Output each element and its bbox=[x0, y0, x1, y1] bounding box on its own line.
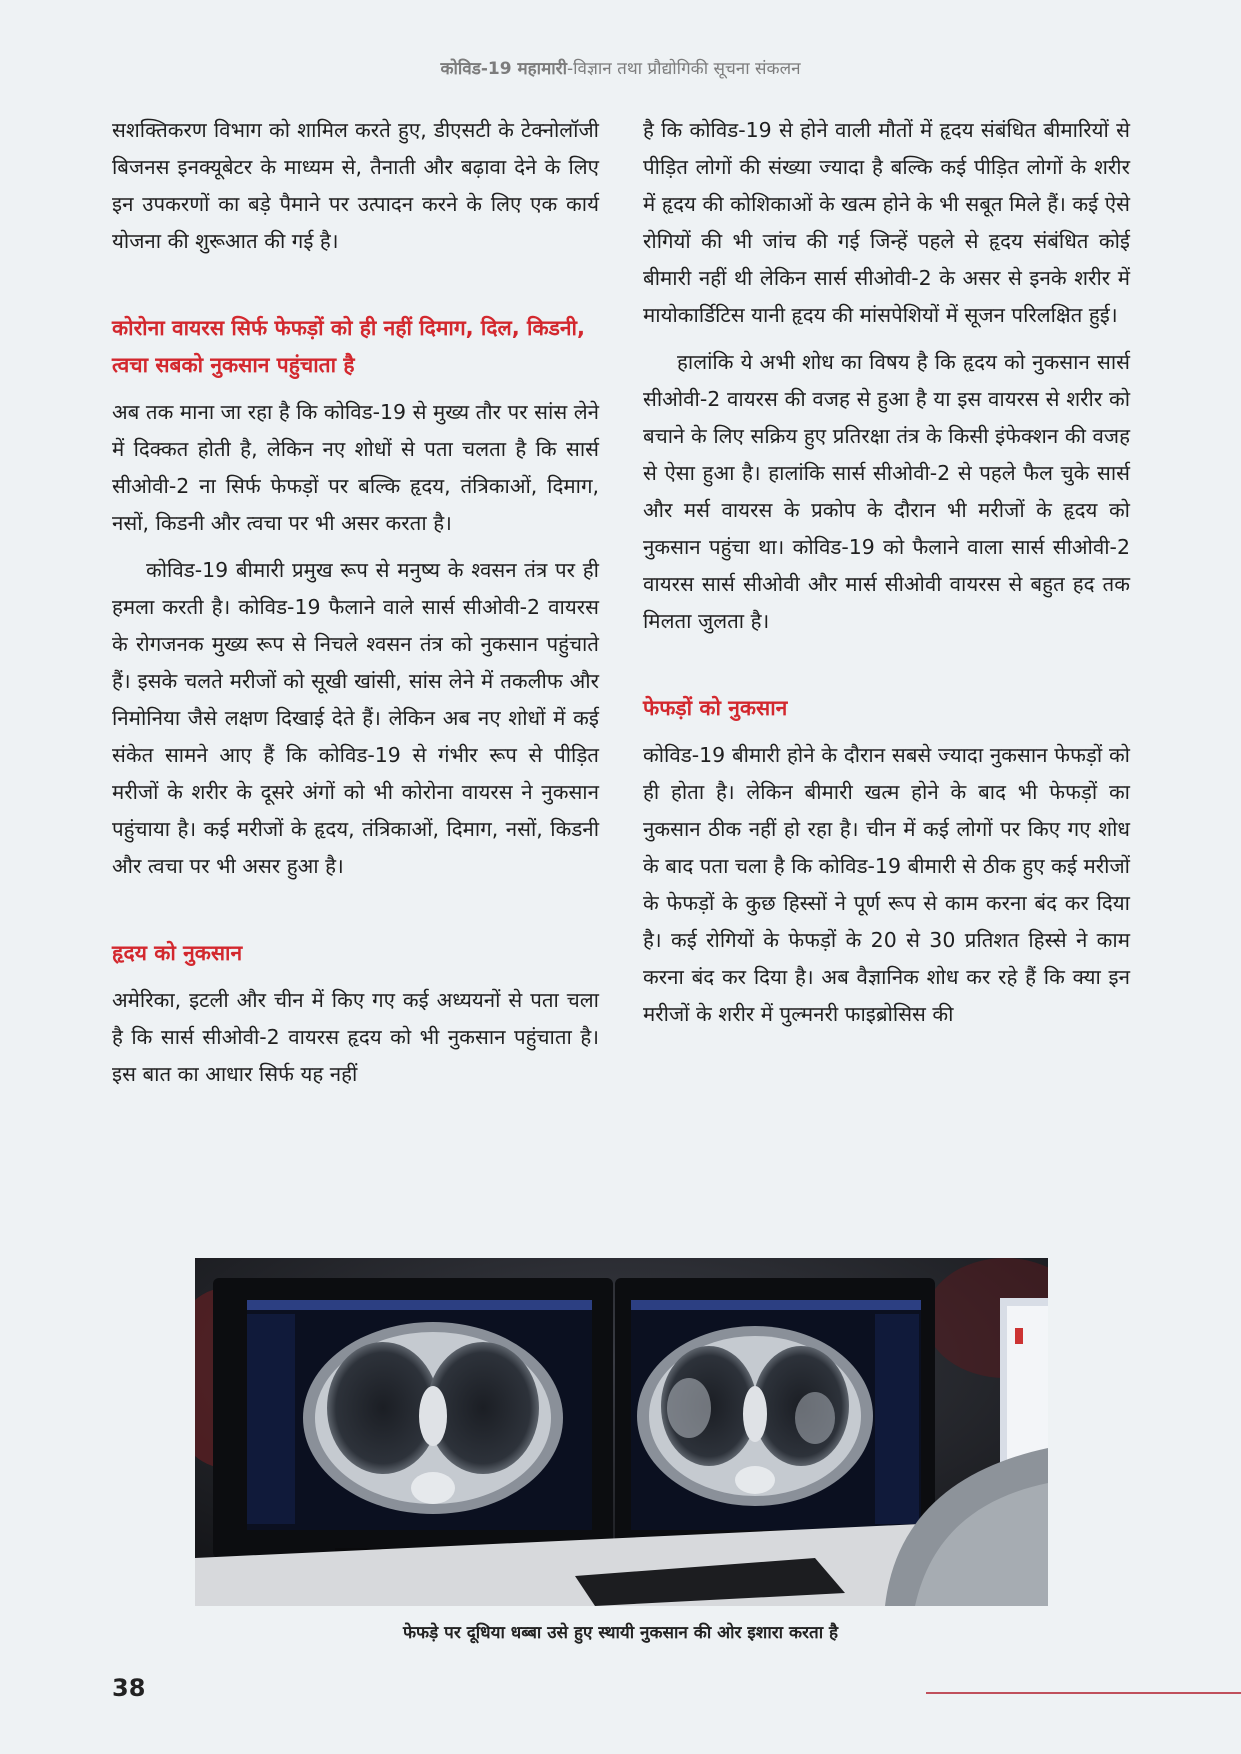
paragraph: अब तक माना जा रहा है कि कोविड-19 से मुख्य तौर पर सांस लेने में दिक्कत होती है, लेकिन नए शोधों से पता चलता है कि सार्स सीओवी-2 ना सिर्फ फेफड़ों पर बल्कि हृदय, तंत्रिकाओं, दिमाग, नसों, किडनी और त्वचा पर भी असर करता है। bbox=[112, 400, 599, 535]
figure-caption: फेफड़े पर दूधिया धब्बा उसे हुए स्थायी नुकसान की ओर इशारा करता है bbox=[402, 1623, 839, 1643]
section-heading: फेफड़ों को नुकसान bbox=[643, 696, 788, 720]
paragraph: कोविड-19 बीमारी होने के दौरान सबसे ज्यादा नुकसान फेफड़ों को ही होता है। लेकिन बीमारी खत्म होने के बाद भी फेफड़ों का नुकसान ठीक नहीं हो रहा है। चीन में कई लोगों पर किए गए शोध के बाद पता चला है कि कोविड-19 बीमारी से ठीक हुए कई मरीजों के फेफड़ों के कुछ हिस्सों ने पूर्ण रूप से काम करना बंद कर दिया है। कई रोगियों के फेफड़ों के 20 से 30 प्रतिशत हिस्से ने काम करना बंद कर दिया है। अब वैज्ञानिक शोध कर रहे हैं कि क्या इन मरीजों के शरीर में पुल्मनरी फाइब्रोसिस की bbox=[643, 743, 1130, 1026]
section-heading: हृदय को नुकसान bbox=[112, 941, 243, 965]
left-column bbox=[112, 112, 599, 1093]
right-column bbox=[643, 112, 1130, 1033]
paragraph: है कि कोविड-19 से होने वाली मौतों में हृदय संबंधित बीमारियों से पीड़ित लोगों की संख्या ज्यादा है बल्कि कई पीड़ित लोगों के शरीर में हृदय की कोशिकाओं के खत्म होने के भी सबूत मिले हैं। कई ऐसे रोगियों की भी जांच की गई जिन्हें पहले से हृदय संबंधित कोई बीमारी नहीं थी लेकिन सार्स सीओवी-2 के असर से इनके शरीर में मायोकार्डिटिस यानी हृदय की मांसपेशियों में सूजन परिलक्षित हुई। bbox=[643, 118, 1130, 327]
paragraph: सशक्तिकरण विभाग को शामिल करते हुए, डीएसटी के टेक्नोलॉजी बिजनस इनक्यूबेटर के माध्यम से, तैनाती और बढ़ावा देने के लिए इन उपकरणों का बड़े पैमाने पर उत्पादन करने के लिए एक कार्य योजना की शुरूआत की गई है। bbox=[112, 118, 599, 253]
header-title-bold: कोविड-19 महामारी bbox=[440, 59, 567, 79]
paragraph: अमेरिका, इटली और चीन में किए गए कई अध्ययनों से पता चला है कि सार्स सीओवी-2 वायरस हृदय को भी नुकसान पहुंचाता है। इस बात का आधार सिर्फ यह नहीं bbox=[112, 988, 599, 1086]
footer-rule bbox=[926, 1692, 1241, 1694]
section-heading: कोरोना वायरस सिर्फ फेफड़ों को ही नहीं दिमाग, दिल, किडनी, त्वचा सबको नुकसान पहुंचाता है bbox=[112, 316, 585, 377]
paragraph: कोविड-19 बीमारी प्रमुख रूप से मनुष्य के श्वसन तंत्र पर ही हमला करती है। कोविड-19 फैलाने वाले सार्स सीओवी-2 वायरस के रोगजनक मुख्य रूप से निचले श्वसन तंत्र को नुकसान पहुंचाते हैं। इसके चलते मरीजों को सूखी खांसी, सांस लेने में तकलीफ और निमोनिया जैसे लक्षण दिखाई देते हैं। लेकिन अब नए शोधों में कई संकेत सामने आए हैं कि कोविड-19 से गंभीर रूप से पीड़ित मरीजों के शरीर के दूसरे अंगों को भी कोरोना वायरस ने नुकसान पहुंचाया है। कई मरीजों के हृदय, तंत्रिकाओं, दिमाग, नसों, किडनी और त्वचा पर भी असर हुआ है। bbox=[112, 558, 599, 878]
ct-scan-illustration bbox=[195, 1258, 1048, 1606]
right-monitor bbox=[615, 1278, 935, 1565]
paragraph: हालांकि ये अभी शोध का विषय है कि हृदय को नुकसान सार्स सीओवी-2 वायरस की वजह से हुआ है या इस वायरस से शरीर को बचाने के लिए सक्रिय हुए प्रतिरक्षा तंत्र के किसी इंफेक्शन की वजह से ऐसा हुआ है। हालांकि सार्स सीओवी-2 से पहले फैल चुके सार्स और मर्स वायरस के प्रकोप के दौरान भी मरीजों के हृदय को नुकसान पहुंचा था। कोविड-19 को फैलाने वाला सार्स सीओवी-2 वायरस सार्स सीओवी और मार्स सीओवी वायरस से बहुत हद तक मिलता जुलता है। bbox=[643, 350, 1130, 633]
header-title-rest: -विज्ञान तथा प्रौद्योगिकी सूचना संकलन bbox=[567, 59, 801, 79]
running-header bbox=[0, 56, 1241, 79]
page-number: 38 bbox=[112, 1674, 146, 1702]
ct-scan-photo bbox=[195, 1258, 1048, 1606]
